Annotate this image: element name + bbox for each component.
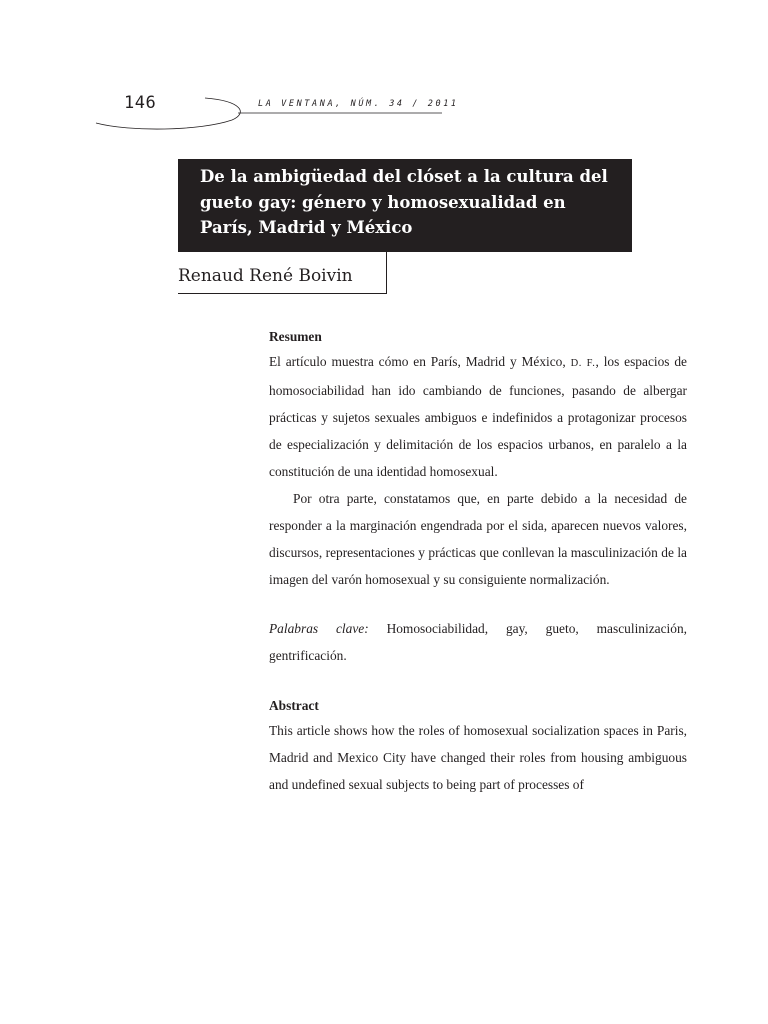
article-title: De la ambigüedad del clóset a la cultura del gueto gay: género y homosexualidad en París, Madrid y México [200, 167, 608, 237]
abstract-heading: Abstract [269, 698, 319, 713]
spacer [269, 593, 687, 615]
author-rule-vertical [386, 252, 387, 294]
article-title-box [178, 159, 632, 252]
keywords-label: Palabras clave: [269, 621, 369, 636]
resumen-p1-df: D. F. [570, 358, 596, 369]
resumen-p1-end: , los espacios de homosociabilidad han ido cambiando de funciones, pasando de albergar prácticas y sujetos sexuales ambiguos e indefinidos a protagonizar procesos de especialización y delimitación de los espacios urbanos, en paralelo a la constitución de una identidad homosexual. [269, 354, 687, 479]
page-header [0, 0, 768, 140]
resumen-p1-start: El artículo muestra cómo en París, Madrid y México, [269, 354, 571, 369]
spacer [269, 669, 687, 695]
resumen-paragraph-2: Por otra parte, constatamos que, en parte debido a la necesidad de responder a la marginación engendrada por el sida, aparecen nuevos valores, discursos, representaciones y prácticas que conllevan la masculinización de la imagen del varón homosexual y su consiguiente normalización. [269, 491, 687, 587]
keywords-paragraph [269, 615, 687, 669]
article-body [269, 326, 687, 798]
author-rule-horizontal [178, 293, 387, 294]
header-swoosh-ornament [0, 0, 768, 140]
keywords-text: Homosociabilidad, gay, gueto, masculinización, gentrificación. [269, 621, 687, 663]
page-number: 146 [124, 93, 157, 113]
resumen-heading: Resumen [269, 329, 322, 344]
running-head: LA VENTANA, NÚM. 34 / 2011 [258, 99, 459, 109]
abstract-paragraph-1: This article shows how the roles of homosexual socialization spaces in Paris, Madrid and Mexico City have changed their roles from housing ambiguous and undefined sexual subjects to being part of processes of [269, 723, 687, 792]
article-author: Renaud René Boivin [178, 266, 353, 286]
resumen-paragraph-1 [269, 348, 687, 485]
